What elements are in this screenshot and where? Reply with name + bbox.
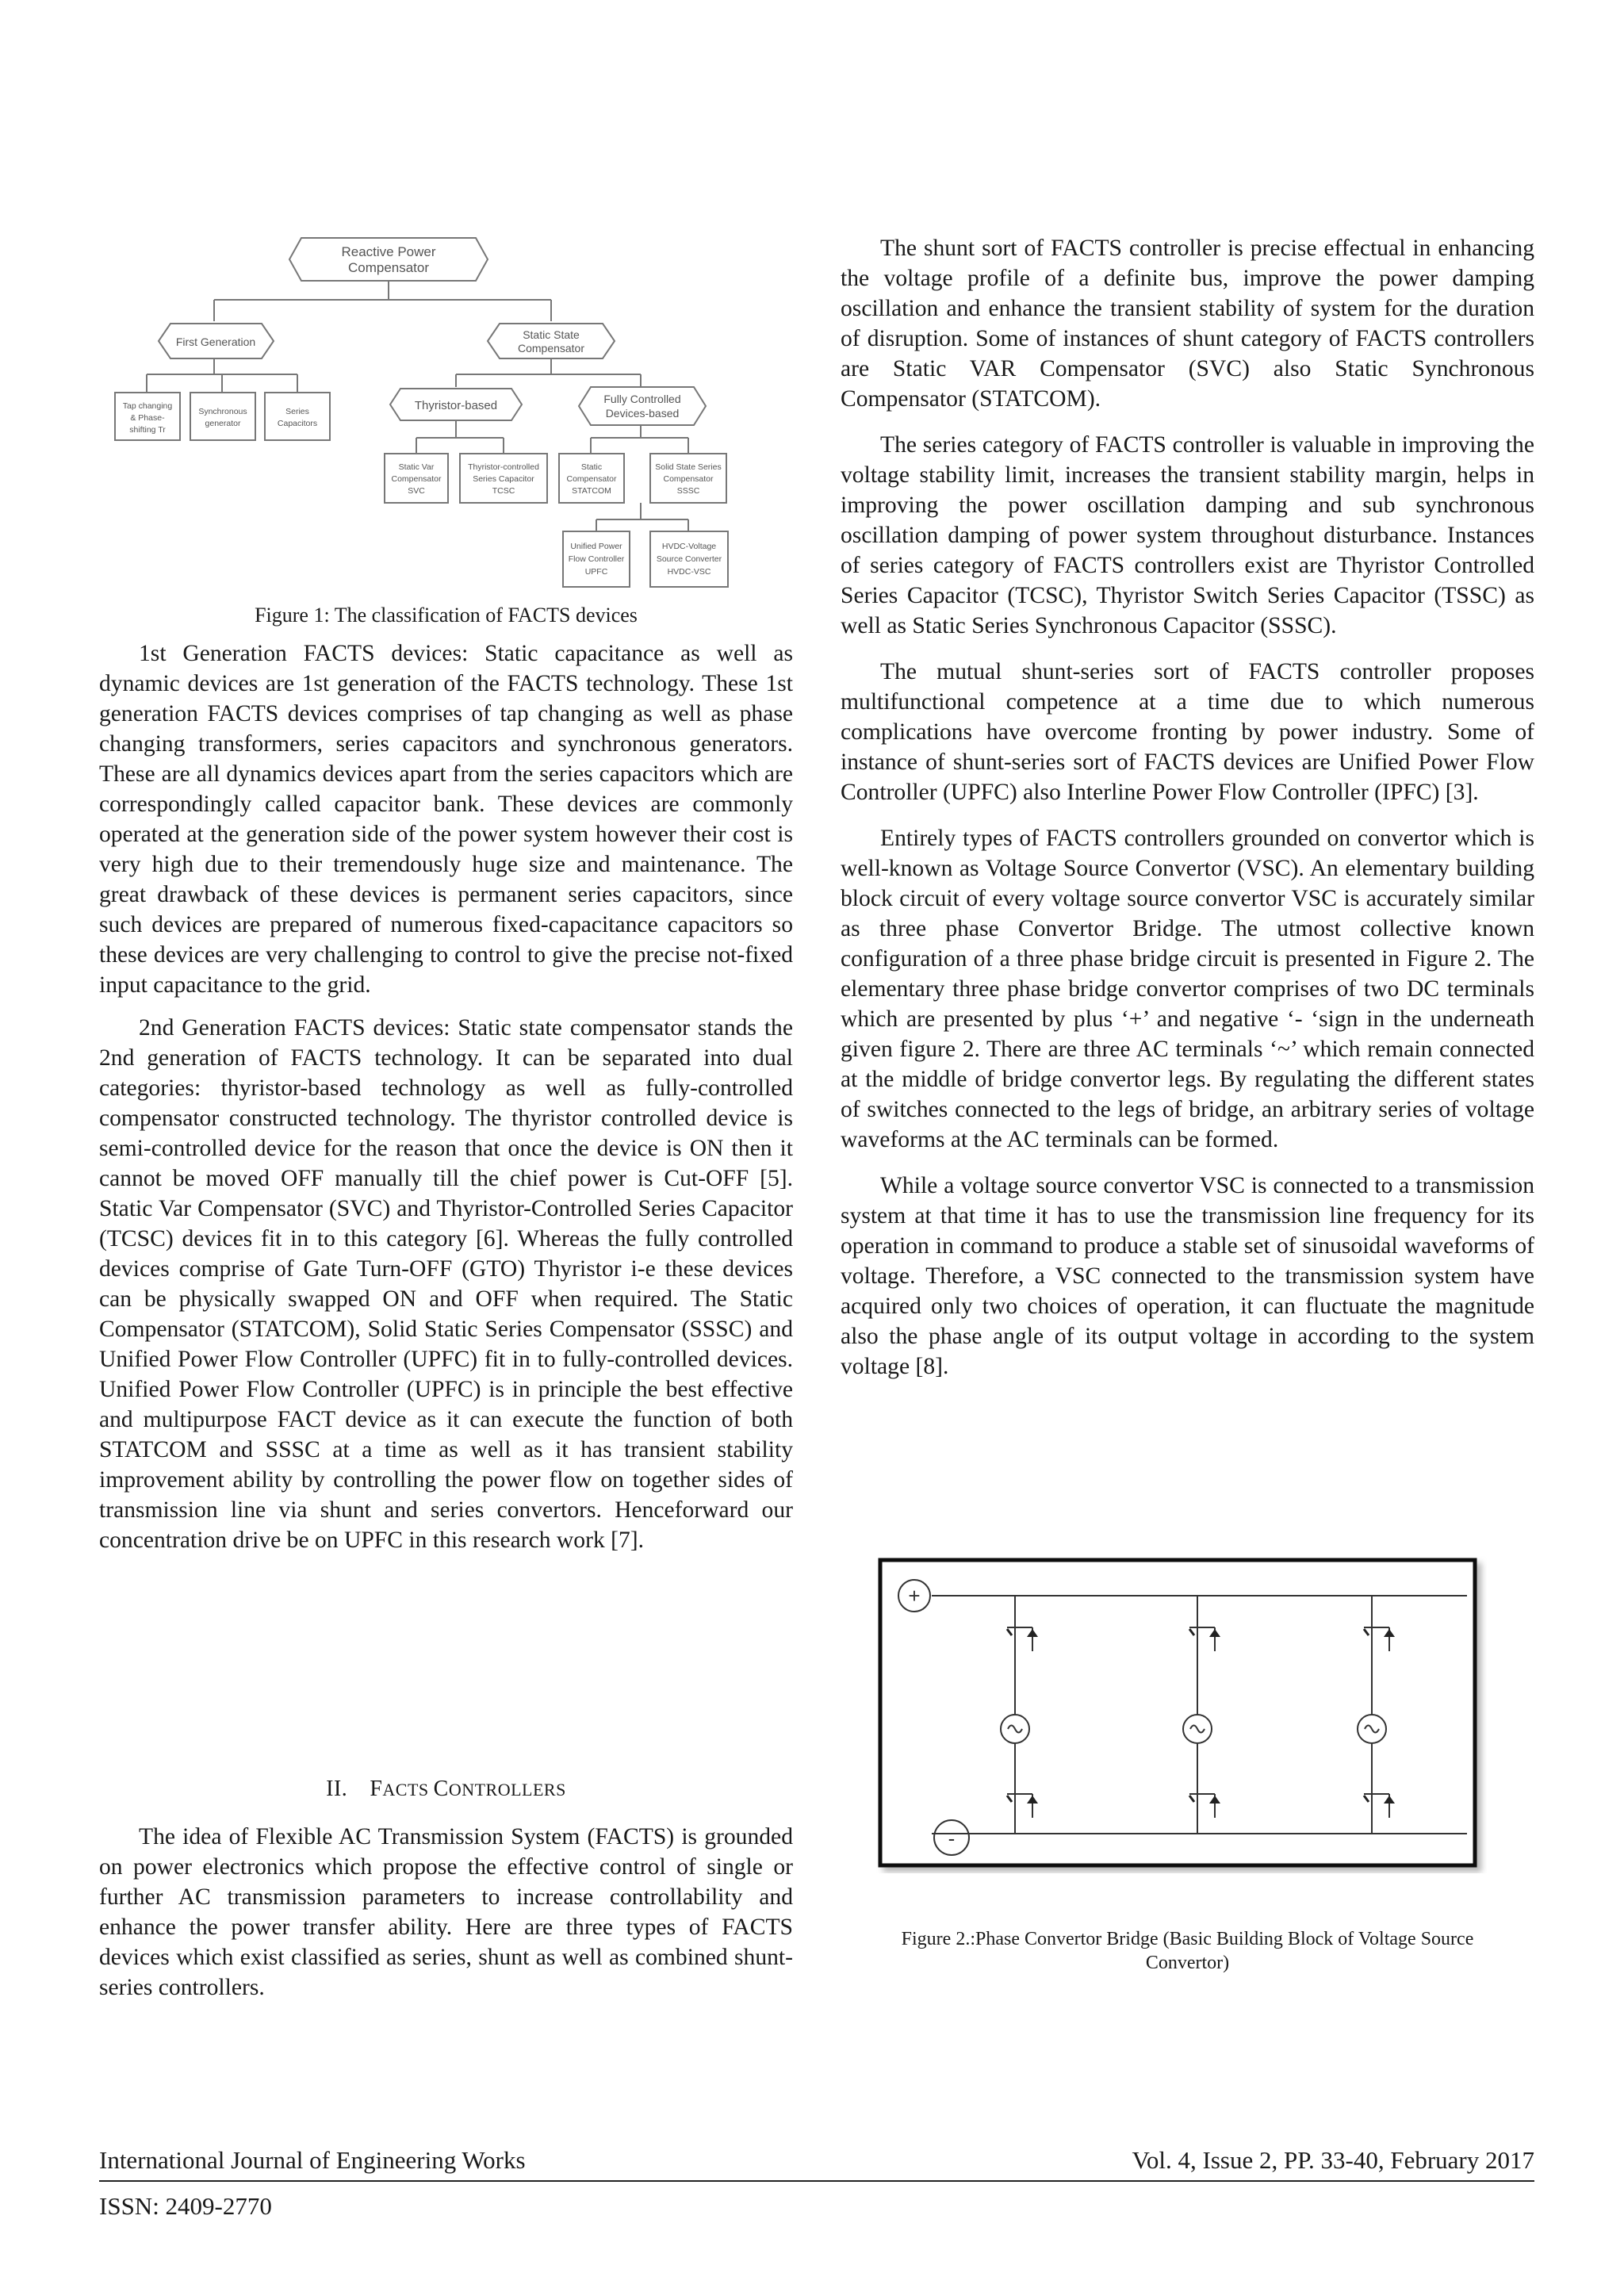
page-footer <box>99 2145 1534 2182</box>
svc-label-2: Compensator <box>391 474 442 484</box>
series-cap-box <box>265 393 330 440</box>
upfc-label-1: Unified Power <box>570 542 622 551</box>
bridge-converter-svg <box>876 1556 1487 1873</box>
first-gen-label: First Generation <box>175 335 256 348</box>
hvdc-label-2: Source Converter <box>656 554 722 564</box>
left-column-section <box>99 1822 793 2003</box>
figure2-caption <box>841 1927 1534 1975</box>
paragraph-2nd-generation: 2nd Generation FACTS devices: Static state compensator stands the 2nd generation of FACTS technology. It can be separated into dual categories: thyristor-based technology as well as fully-controlled compensator constructed technology. The thyristor controlled device is semi-controlled device for the reason that once the device is ON then it cannot be moved OFF manually till the chief power is Cut-OFF [5]. Static Var Compensator (SVC) and Thyristor-Controlled Series Capacitor (TCSC) devices fit in to this category [6]. Whereas the fully controlled devices comprise of Gate Turn-OFF (GTO) Thyristor i-e these devices can be physically swapped ON and OFF when required. The Static Compensator (STATCOM), Solid Static Series Compensator (SSSC) and Unified Power Flow Controller (UPFC) fit in to fully-controlled devices. Unified Power Flow Controller (UPFC) is in principle the best effective and multipurpose FACT device as it can execute the function of both STATCOM and SSSC at a time as well as it has transient stability improvement ability by controlling the power flow on together sides of transmission line via shunt and series convertors. Henceforward our concentration drive be on UPFC in this research work [7]. <box>99 1015 793 1553</box>
figure2-frame <box>880 1560 1475 1865</box>
plus-label: + <box>908 1584 921 1608</box>
figure2-caption-line2: Convertor) <box>1145 1953 1230 1973</box>
paragraph-1st-generation: 1st Generation FACTS devices: Static capacitance as well as dynamic devices are 1st generation of the FACTS technology. These 1st generation FACTS devices comprises of tap changing as well as phase changing transformers, series capacitors and synchronous generators. These are all dynamics devices apart from the series capacitors which are correspondingly called capacitor bank. These devices are commonly operated at the generation side of the power system however their cost is very high due to their tremendously huge size and maintenance. The great drawback of these devices is permanent series capacitors, since such devices are prepared of numerous fixed-capacitance capacitors so these devices are very challenging to control to give the precise not-fixed input capacitance to the grid. <box>99 641 793 998</box>
series-cap-label-1: Series <box>285 407 309 416</box>
left-column <box>99 638 793 1555</box>
synchronous-box <box>190 393 255 440</box>
paragraph-shunt-series: The mutual shunt-series sort of FACTS controller proposes multifunctional competence at a time due to which numerous complications have overcome fronting by power industry. Some of instance of shunt-series sort of FACTS devices are Unified Power Flow Controller (UPFC) also Interline Power Flow Controller (IPFC) [3]. <box>841 659 1534 805</box>
tcsc-label-2: Series Capacitor <box>473 474 534 484</box>
figure2-caption-line1: Figure 2.:Phase Convertor Bridge (Basic Building Block of Voltage Source <box>901 1929 1474 1949</box>
root-node-label-1: Reactive Power <box>341 244 436 259</box>
static-state-label-1: Static State <box>523 328 580 341</box>
hvdc-label-3: HVDC-VSC <box>667 567 711 577</box>
classification-tree-svg <box>111 230 777 603</box>
sync-label-1: Synchronous <box>198 407 247 416</box>
paragraph-vsc: Entirely types of FACTS controllers grounded on convertor which is well-known as Voltage Source Convertor (VSC). An elementary building block circuit of every voltage source convertor VSC is accurately similar as three phase Convertor Bridge. The utmost collective known configuration of a three phase bridge circuit is presented in Figure 2. The elementary three phase bridge convertor comprises of two DC terminals which are presented by plus ‘+’ and negative ‘- ‘sign in the underneath given figure 2. There are three AC terminals ‘~’ which remain connected at the middle of bridge convertor legs. By regulating the different states of switches connected to the legs of bridge, an arbitrary series of voltage waveforms at the AC terminals can be formed. <box>841 826 1534 1152</box>
figure1-classification-diagram <box>111 230 777 603</box>
sync-label-2: generator <box>205 419 241 428</box>
figure2-bridge-diagram <box>876 1556 1487 1873</box>
section-title-rest-2: ONTROLLERS <box>448 1780 566 1800</box>
root-node-label-2: Compensator <box>347 260 430 275</box>
tap-label-1: Tap changing <box>122 401 173 411</box>
issn: ISSN: 2409-2770 <box>99 2192 272 2220</box>
right-column <box>841 233 1534 1382</box>
journal-name: International Journal of Engineering Works <box>99 2146 526 2174</box>
tap-label-3: shifting Tr <box>129 425 166 435</box>
tcsc-label-3: TCSC <box>492 486 515 496</box>
tap-label-2: & Phase- <box>130 413 165 423</box>
fully-controlled-label-2: Devices-based <box>605 407 680 420</box>
paragraph-facts-controllers: The idea of Flexible AC Transmission System (FACTS) is grounded on power electronics which propose the effective control of single or further AC transmission parameters to increase controllability and enhance the power transfer ability. Here are three types of FACTS devices which exist classified as series, shunt as well as combined shunt-series controllers. <box>99 1824 793 2000</box>
statcom-label-1: Static <box>580 462 603 472</box>
section-title-rest-1: ACTS <box>382 1780 434 1800</box>
upfc-label-2: Flow Controller <box>568 554 625 564</box>
sssc-label-2: Compensator <box>663 474 714 484</box>
section-title-cap-1: F <box>370 1777 383 1801</box>
paragraph-vsc-connected: While a voltage source convertor VSC is connected to a transmission system at that time it has to use the transmission line frequency for its operation in command to produce a stable set of sinusoidal waveforms of voltage. Therefore, a VSC connected to the transmission system have acquired only two choices of operation, it can fluctuate the magnitude also the phase angle of its output voltage in according to the system voltage [8]. <box>841 1173 1534 1379</box>
series-cap-label-2: Capacitors <box>277 419 318 428</box>
upfc-label-3: UPFC <box>584 567 608 577</box>
sssc-label-3: SSSC <box>676 486 700 496</box>
section-number: II. <box>326 1777 348 1801</box>
volume-info: Vol. 4, Issue 2, PP. 33-40, February 2017 <box>1132 2146 1534 2174</box>
figure1-caption: Figure 1: The classification of FACTS devices <box>255 604 638 627</box>
statcom-label-2: Compensator <box>566 474 617 484</box>
paragraph-series: The series category of FACTS controller is valuable in improving the voltage stability limit, increases the transient stability margin, helps in improving the power oscillation damping and sub synchronous oscillation damping of power system throughout disturbance. Instances of series category of FACTS controllers exist are Thyristor Controlled Series Capacitor (TCSC), Thyristor Switch Series Capacitor (TSSC) as well as Static Series Synchronous Capacitor (SSSC). <box>841 432 1534 638</box>
hvdc-label-1: HVDC-Voltage <box>661 542 717 551</box>
minus-label: - <box>948 1826 956 1850</box>
statcom-label-3: STATCOM <box>572 486 611 496</box>
section-title-cap-2: C <box>433 1777 449 1801</box>
thyristor-label: Thyristor-based <box>414 399 498 412</box>
svc-label-1: Static Var <box>398 462 435 472</box>
section-heading-facts-controllers <box>99 1777 793 1802</box>
tcsc-label-1: Thyristor-controlled <box>468 462 539 472</box>
fully-controlled-label-1: Fully Controlled <box>603 393 681 405</box>
sssc-label-1: Solid State Series <box>655 462 722 472</box>
static-state-label-2: Compensator <box>517 342 585 355</box>
paragraph-shunt: The shunt sort of FACTS controller is precise effectual in enhancing the voltage profile of a definite bus, improve the power damping oscillation and enhance the transient stability of system for the duration of disruption. Some of instances of shunt category of FACTS controllers are Static VAR Compensator (SVC) also Static Synchronous Compensator (STATCOM). <box>841 236 1534 412</box>
svc-label-3: SVC <box>408 486 425 496</box>
